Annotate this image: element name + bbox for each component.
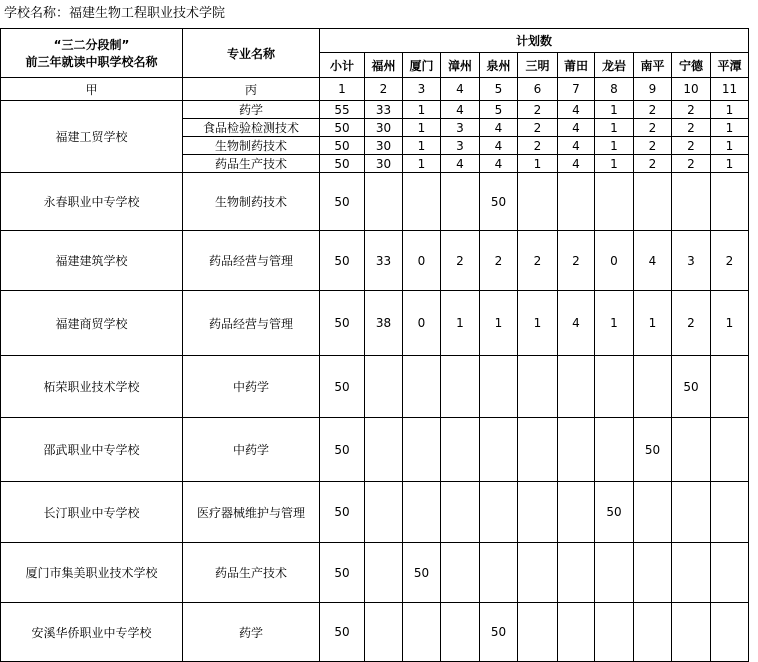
plan-value-cell: 33 <box>365 101 403 119</box>
enrollment-plan-table <box>0 28 749 662</box>
major-name-cell: 药学 <box>183 101 320 119</box>
plan-value-cell <box>441 356 480 418</box>
plan-group-header: 计划数 <box>320 29 749 53</box>
plan-value-cell: 4 <box>480 155 518 173</box>
plan-value-cell: 3 <box>672 231 711 291</box>
plan-col-header: 三明 <box>518 53 558 78</box>
plan-value-cell: 1 <box>595 291 634 356</box>
plan-value-cell: 55 <box>320 101 365 119</box>
major-name-cell: 药品经营与管理 <box>183 231 320 291</box>
plan-value-cell: 2 <box>518 137 558 155</box>
plan-value-cell: 1 <box>480 291 518 356</box>
plan-value-cell: 2 <box>672 291 711 356</box>
plan-value-cell: 1 <box>403 101 441 119</box>
plan-value-cell: 50 <box>403 543 441 603</box>
index-major: 丙 <box>183 78 320 101</box>
plan-value-cell: 33 <box>365 231 403 291</box>
table-row <box>1 418 749 482</box>
plan-value-cell: 1 <box>403 137 441 155</box>
school-col-header-line2: 前三年就读中职学校名称 <box>25 55 158 69</box>
plan-value-cell: 4 <box>634 231 672 291</box>
school-name-cell: 永春职业中专学校 <box>1 173 183 231</box>
major-name-cell: 生物制药技术 <box>183 137 320 155</box>
plan-value-cell <box>558 482 595 543</box>
plan-value-cell <box>711 603 749 662</box>
plan-value-cell: 50 <box>480 603 518 662</box>
index-num: 9 <box>634 78 672 101</box>
major-name-cell: 药品经营与管理 <box>183 291 320 356</box>
plan-value-cell: 4 <box>558 155 595 173</box>
major-name-cell: 中药学 <box>183 418 320 482</box>
plan-value-cell <box>365 173 403 231</box>
plan-col-header: 平潭 <box>711 53 749 78</box>
plan-value-cell: 50 <box>320 173 365 231</box>
table-body <box>1 29 749 662</box>
plan-value-cell <box>518 173 558 231</box>
plan-value-cell: 1 <box>441 291 480 356</box>
plan-value-cell: 1 <box>711 101 749 119</box>
plan-value-cell: 2 <box>480 231 518 291</box>
plan-value-cell <box>403 173 441 231</box>
index-num: 10 <box>672 78 711 101</box>
plan-value-cell: 2 <box>672 137 711 155</box>
plan-value-cell <box>480 482 518 543</box>
plan-value-cell <box>672 543 711 603</box>
plan-value-cell <box>441 173 480 231</box>
plan-value-cell: 2 <box>441 231 480 291</box>
plan-value-cell: 4 <box>480 119 518 137</box>
plan-value-cell: 38 <box>365 291 403 356</box>
school-name-cell: 邵武职业中专学校 <box>1 418 183 482</box>
plan-value-cell <box>595 418 634 482</box>
table-row <box>1 101 749 119</box>
plan-value-cell <box>365 418 403 482</box>
plan-value-cell: 2 <box>518 101 558 119</box>
plan-value-cell <box>518 603 558 662</box>
plan-value-cell: 50 <box>320 137 365 155</box>
school-name-cell: 福建工贸学校 <box>1 101 183 173</box>
plan-value-cell <box>441 482 480 543</box>
plan-value-cell: 30 <box>365 155 403 173</box>
plan-col-header: 龙岩 <box>595 53 634 78</box>
plan-value-cell: 50 <box>320 543 365 603</box>
plan-value-cell: 50 <box>320 291 365 356</box>
plan-value-cell <box>518 482 558 543</box>
plan-col-header: 漳州 <box>441 53 480 78</box>
plan-value-cell: 2 <box>518 231 558 291</box>
plan-value-cell: 50 <box>480 173 518 231</box>
plan-value-cell: 50 <box>320 119 365 137</box>
plan-value-cell <box>441 603 480 662</box>
school-name-cell: 厦门市集美职业技术学校 <box>1 543 183 603</box>
plan-value-cell: 50 <box>672 356 711 418</box>
major-name-cell: 食品检验检测技术 <box>183 119 320 137</box>
plan-value-cell: 1 <box>711 291 749 356</box>
plan-value-cell: 4 <box>558 119 595 137</box>
plan-value-cell <box>634 482 672 543</box>
plan-col-header: 莆田 <box>558 53 595 78</box>
plan-value-cell: 1 <box>711 137 749 155</box>
plan-value-cell <box>634 173 672 231</box>
plan-value-cell: 2 <box>672 119 711 137</box>
plan-value-cell: 30 <box>365 137 403 155</box>
plan-value-cell: 1 <box>634 291 672 356</box>
plan-value-cell: 1 <box>518 291 558 356</box>
plan-value-cell: 2 <box>711 231 749 291</box>
index-num: 11 <box>711 78 749 101</box>
plan-value-cell <box>403 418 441 482</box>
plan-value-cell <box>558 543 595 603</box>
plan-value-cell: 1 <box>518 155 558 173</box>
plan-value-cell <box>595 356 634 418</box>
plan-value-cell <box>365 603 403 662</box>
plan-value-cell: 2 <box>634 101 672 119</box>
plan-value-cell: 4 <box>558 101 595 119</box>
plan-value-cell <box>634 356 672 418</box>
plan-value-cell: 4 <box>441 101 480 119</box>
plan-value-cell <box>365 543 403 603</box>
school-name-cell: 福建建筑学校 <box>1 231 183 291</box>
plan-value-cell: 1 <box>595 119 634 137</box>
plan-value-cell <box>711 173 749 231</box>
plan-value-cell: 4 <box>558 137 595 155</box>
index-school: 甲 <box>1 78 183 101</box>
plan-value-cell <box>480 356 518 418</box>
plan-value-cell: 1 <box>595 137 634 155</box>
plan-value-cell: 3 <box>441 119 480 137</box>
major-col-header: 专业名称 <box>183 29 320 78</box>
table-row <box>1 291 749 356</box>
plan-value-cell <box>403 603 441 662</box>
school-name-cell: 福建商贸学校 <box>1 291 183 356</box>
plan-value-cell: 2 <box>634 155 672 173</box>
plan-value-cell: 4 <box>480 137 518 155</box>
table-row <box>1 231 749 291</box>
major-name-cell: 生物制药技术 <box>183 173 320 231</box>
plan-value-cell: 50 <box>595 482 634 543</box>
school-name-cell: 安溪华侨职业中专学校 <box>1 603 183 662</box>
plan-value-cell <box>595 173 634 231</box>
plan-value-cell <box>558 173 595 231</box>
plan-value-cell: 2 <box>518 119 558 137</box>
plan-col-header: 厦门 <box>403 53 441 78</box>
index-num: 3 <box>403 78 441 101</box>
school-col-header-line1: “三二分段制” <box>53 38 130 52</box>
plan-value-cell: 50 <box>634 418 672 482</box>
plan-value-cell <box>672 173 711 231</box>
plan-value-cell <box>480 418 518 482</box>
plan-value-cell: 1 <box>595 155 634 173</box>
school-name-cell: 长汀职业中专学校 <box>1 482 183 543</box>
plan-value-cell: 1 <box>711 155 749 173</box>
plan-value-cell <box>480 543 518 603</box>
major-name-cell: 药学 <box>183 603 320 662</box>
plan-value-cell: 30 <box>365 119 403 137</box>
plan-value-cell <box>711 543 749 603</box>
index-num: 7 <box>558 78 595 101</box>
index-num: 5 <box>480 78 518 101</box>
plan-value-cell <box>634 603 672 662</box>
index-row <box>1 78 749 101</box>
plan-value-cell <box>634 543 672 603</box>
plan-value-cell: 2 <box>634 137 672 155</box>
plan-value-cell: 2 <box>558 231 595 291</box>
plan-value-cell: 0 <box>595 231 634 291</box>
plan-value-cell <box>558 356 595 418</box>
plan-value-cell: 50 <box>320 356 365 418</box>
plan-value-cell: 2 <box>672 101 711 119</box>
plan-value-cell: 50 <box>320 418 365 482</box>
plan-value-cell: 50 <box>320 482 365 543</box>
plan-value-cell <box>365 356 403 418</box>
plan-value-cell <box>403 356 441 418</box>
plan-value-cell <box>518 418 558 482</box>
table-row <box>1 543 749 603</box>
plan-value-cell: 0 <box>403 291 441 356</box>
plan-value-cell: 4 <box>558 291 595 356</box>
table-row <box>1 356 749 418</box>
plan-value-cell: 3 <box>441 137 480 155</box>
plan-value-cell <box>558 418 595 482</box>
plan-value-cell <box>441 418 480 482</box>
plan-value-cell <box>711 356 749 418</box>
plan-col-header: 南平 <box>634 53 672 78</box>
plan-value-cell: 0 <box>403 231 441 291</box>
plan-value-cell: 1 <box>711 119 749 137</box>
table-row <box>1 173 749 231</box>
plan-col-header: 宁德 <box>672 53 711 78</box>
plan-value-cell: 2 <box>634 119 672 137</box>
table-row <box>1 482 749 543</box>
major-name-cell: 药品生产技术 <box>183 155 320 173</box>
plan-col-header: 泉州 <box>480 53 518 78</box>
major-name-cell: 中药学 <box>183 356 320 418</box>
index-num: 1 <box>320 78 365 101</box>
header-row-1 <box>1 29 749 53</box>
plan-value-cell: 4 <box>441 155 480 173</box>
table-row <box>1 603 749 662</box>
plan-value-cell <box>672 418 711 482</box>
plan-value-cell: 5 <box>480 101 518 119</box>
plan-value-cell: 2 <box>672 155 711 173</box>
plan-value-cell: 50 <box>320 231 365 291</box>
plan-value-cell <box>672 603 711 662</box>
plan-value-cell <box>365 482 403 543</box>
plan-value-cell: 50 <box>320 603 365 662</box>
plan-value-cell <box>441 543 480 603</box>
plan-value-cell <box>595 543 634 603</box>
page-title-row <box>0 0 758 28</box>
school-col-header <box>1 29 183 78</box>
page-title: 学校名称：福建生物工程职业技术学院 <box>4 6 226 21</box>
plan-col-header: 小计 <box>320 53 365 78</box>
plan-value-cell <box>711 418 749 482</box>
index-num: 8 <box>595 78 634 101</box>
major-name-cell: 医疗器械维护与管理 <box>183 482 320 543</box>
plan-value-cell: 1 <box>403 119 441 137</box>
plan-value-cell: 50 <box>320 155 365 173</box>
plan-value-cell: 1 <box>403 155 441 173</box>
plan-value-cell <box>595 603 634 662</box>
index-num: 2 <box>365 78 403 101</box>
plan-value-cell <box>558 603 595 662</box>
plan-value-cell <box>403 482 441 543</box>
plan-value-cell <box>518 543 558 603</box>
plan-col-header: 福州 <box>365 53 403 78</box>
plan-value-cell <box>518 356 558 418</box>
plan-value-cell <box>711 482 749 543</box>
major-name-cell: 药品生产技术 <box>183 543 320 603</box>
plan-value-cell <box>672 482 711 543</box>
school-name-cell: 柘荣职业技术学校 <box>1 356 183 418</box>
index-num: 6 <box>518 78 558 101</box>
index-num: 4 <box>441 78 480 101</box>
plan-value-cell: 1 <box>595 101 634 119</box>
